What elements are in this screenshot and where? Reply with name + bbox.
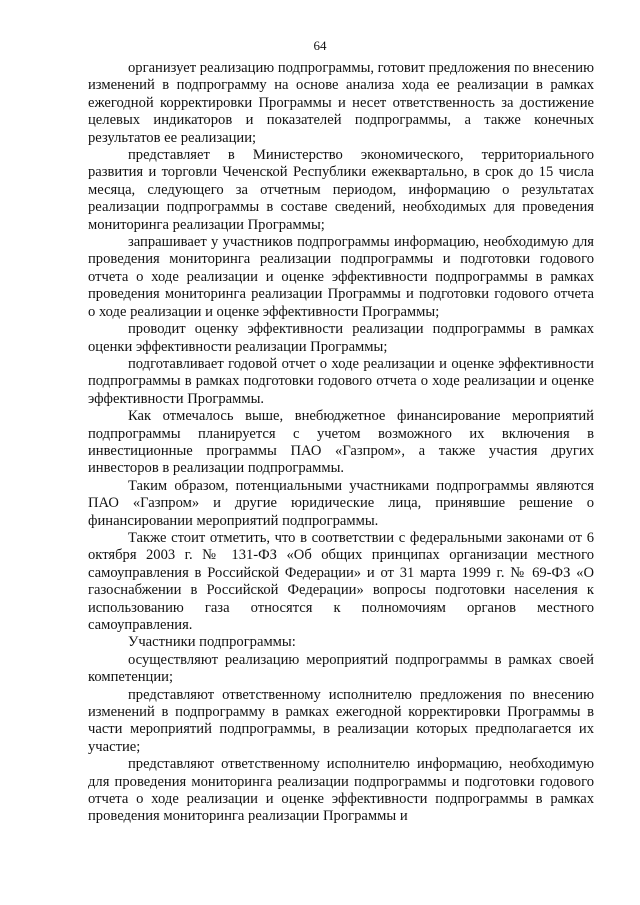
paragraph: подготавливает годовой отчет о ходе реализации и оценке эффективности подпрограммы в рамках подготовки годового отчета о ходе реализации и оценке эффективности Программы. <box>88 355 594 407</box>
paragraph: представляют ответственному исполнителю предложения по внесению изменений в подпрограмму в рамках ежегодной корректировки Программы в части мероприятий подпрограммы, в реализации которых предполагается их участие; <box>88 686 594 755</box>
paragraph: Как отмечалось выше, внебюджетное финансирование мероприятий подпрограммы планируется с учетом возможного их включения в инвестиционные программы ПАО «Газпром», а также участия других инвесторов в реализации подпрограммы. <box>88 408 594 477</box>
paragraph: осуществляют реализацию мероприятий подпрограммы в рамках своей компетенции; <box>88 651 594 686</box>
paragraph: Участники подпрограммы: <box>128 634 296 651</box>
paragraph: представляют ответственному исполнителю информацию, необходимую для проведения мониторинга реализации подпрограммы и подготовки годового отчета о ходе реализации и оценке эффективности подпрограммы в рамках проведения мониторинга реализации Программы и <box>88 756 594 825</box>
paragraph: Также стоит отметить, что в соответствии с федеральными законами от 6 октября 2003 г. № 131-ФЗ «Об общих принципах организации местного самоуправления в Российской Федерации» и от 31 марта 1999 г. № 69-ФЗ «О газоснабжении в Российской Федерации» вопросы подготовки населения к использованию газа относятся к полномочиям органов местного самоуправления. <box>88 529 594 633</box>
page-number: 64 <box>313 38 327 53</box>
paragraph: проводит оценку эффективности реализации подпрограммы в рамках оценки эффективности реализации Программы; <box>88 321 594 355</box>
paragraph: Таким образом, потенциальными участниками подпрограммы являются ПАО «Газпром» и другие юридические лица, принявшие решение о финансировании мероприятий подпрограммы. <box>88 477 594 529</box>
document-body <box>88 60 594 826</box>
paragraph: запрашивает у участников подпрограммы информацию, необходимую для проведения мониторинга реализации подпрограммы и подготовки годового отчета о ходе реализации и оценке эффективности подпрограммы в рамках проведения мониторинга реализации Программы и подготовки годового отчета о ходе реализации и оценке эффективности Программы; <box>88 234 594 320</box>
paragraph: представляет в Министерство экономического, территориального развития и торговли Чеченской Республики ежеквартально, в срок до 15 числа месяца, следующего за отчетным периодом, информацию о результатах реализации подпрограммы в составе сведений, необходимых для проведения мониторинга реализации Программы; <box>88 147 594 233</box>
paragraph: организует реализацию подпрограммы, готовит предложения по внесению изменений в подпрограмму на основе анализа хода ее реализации в рамках ежегодной корректировки Программы и несет ответственность за достижение целевых индикаторов и показателей подпрограммы, а также конечных результатов ее реализации; <box>88 60 594 146</box>
